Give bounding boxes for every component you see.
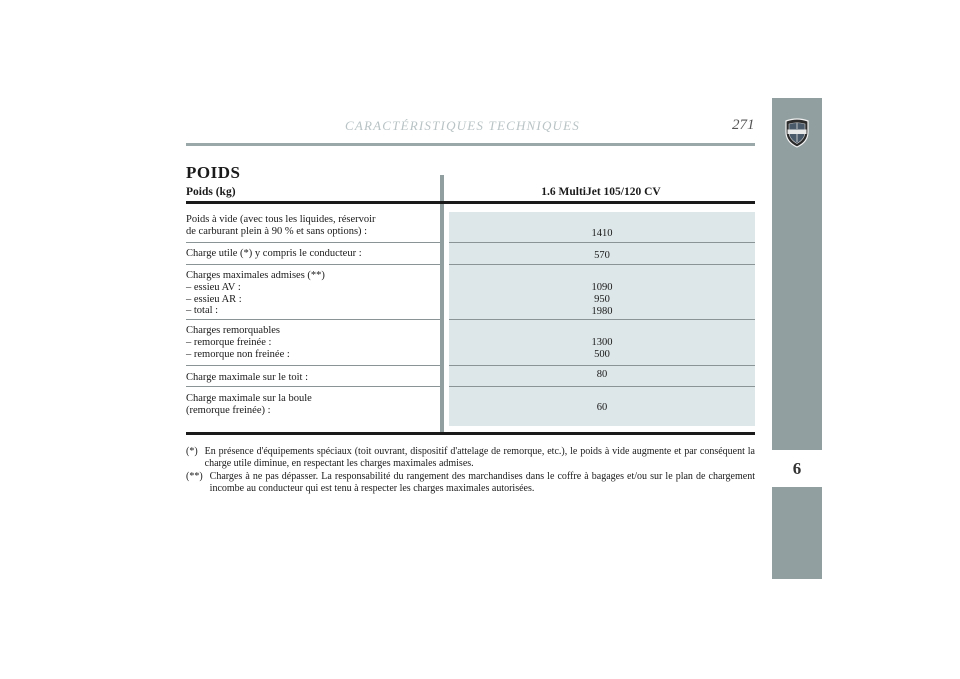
row-separator: [449, 365, 755, 366]
footnote-2: [186, 471, 755, 496]
row-value-towball-load: 60: [596, 402, 608, 413]
footnotes: [186, 446, 755, 496]
footnote-mark: (**): [186, 470, 203, 482]
chapter-number: 6: [772, 450, 822, 487]
row-label-roof-load: Charge maximale sur le toit :: [186, 372, 308, 383]
row-separator: [186, 242, 440, 243]
row-value-payload: 570: [594, 250, 610, 261]
row-separator: [186, 386, 440, 387]
lancia-shield-icon: [784, 118, 810, 148]
footnote-1: [186, 446, 755, 471]
row-value-empty-weight: 1410: [591, 228, 613, 239]
row-value-roof-load: 80: [596, 369, 608, 380]
row-label-towball-load: Charge maximale sur la boule (remorque freinée) :: [186, 393, 312, 416]
row-value-towable-loads: 1300 500: [591, 337, 613, 360]
table-column-divider: [440, 175, 444, 432]
row-separator: [186, 264, 440, 265]
row-label-max-loads: Charges maximales admises (**) – essieu AV : – essieu AR : – total :: [186, 270, 325, 317]
row-value-max-loads: 1090 950 1980: [591, 282, 613, 317]
footnote-mark: (*): [186, 446, 198, 457]
row-label-towable-loads: Charges remorquables – remorque freinée : – remorque non freinée :: [186, 325, 290, 360]
footnote-text: En présence d'équipements spéciaux (toit ouvrant, dispositif d'attelage de remorque, etc.), le poids à vide augmente et par conséquent la charge utile diminue, en respectant les charges maximales admises.: [204, 446, 755, 470]
row-separator: [186, 319, 440, 320]
chapter-side-tab: [772, 98, 822, 579]
row-separator: [449, 319, 755, 320]
footnote-text: Charges à ne pas dépasser. La responsabilité du rangement des marchandises dans le coffre à bagages et/ou sur le plan de chargement incombe au conducteur qui est tenu à respecter les charges maximales autorisées.: [209, 470, 755, 495]
column-header-engine: 1.6 MultiJet 105/120 CV: [541, 186, 661, 198]
table-top-rule: [186, 201, 755, 204]
page-number: 271: [732, 117, 755, 133]
column-header-weights: Poids (kg): [186, 186, 236, 198]
row-separator: [449, 242, 755, 243]
header-title: CARACTÉRISTIQUES TECHNIQUES: [345, 118, 580, 133]
row-separator: [449, 386, 755, 387]
row-separator: [186, 365, 440, 366]
header-rule: [186, 143, 755, 146]
section-title: POIDS: [186, 163, 241, 182]
row-label-empty-weight: Poids à vide (avec tous les liquides, réservoir de carburant plein à 90 % et sans options) :: [186, 214, 376, 237]
row-separator: [449, 264, 755, 265]
row-label-payload: Charge utile (*) y compris le conducteur :: [186, 248, 362, 259]
table-bottom-rule: [186, 432, 755, 435]
